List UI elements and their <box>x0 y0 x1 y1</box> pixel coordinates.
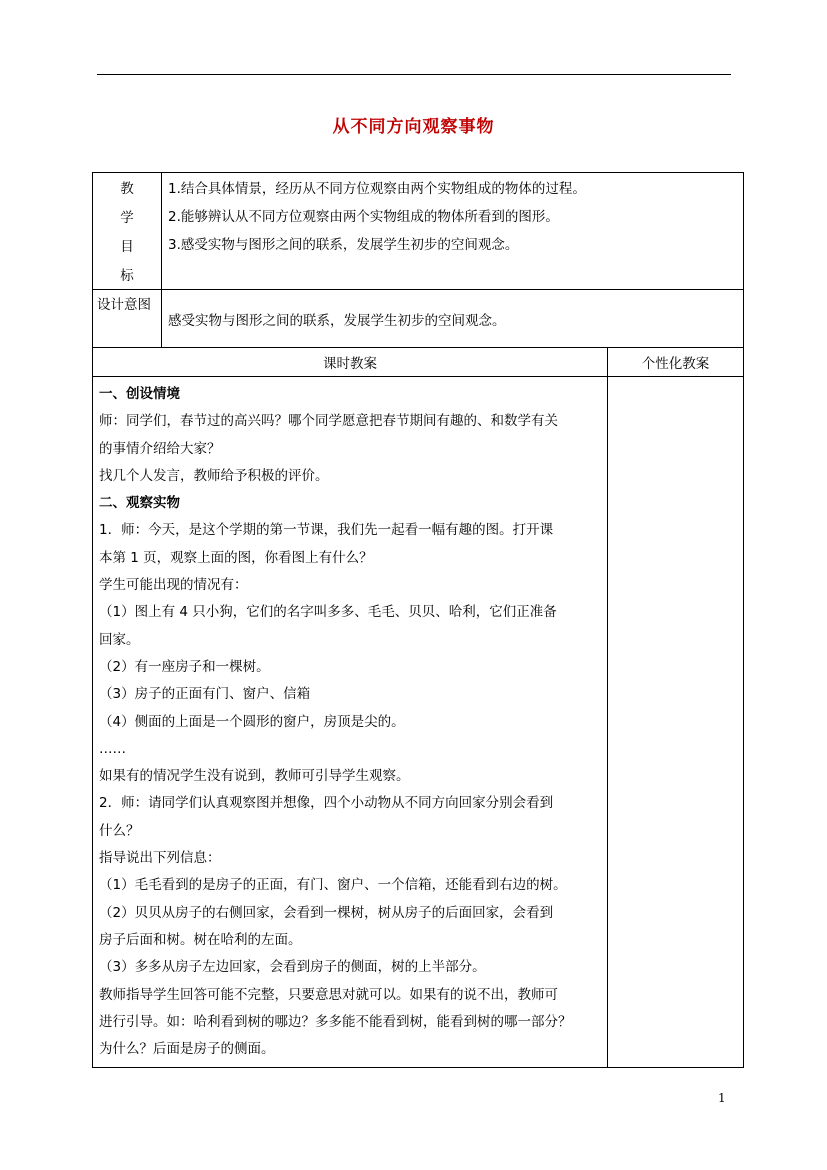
goals-label-char: 标 <box>120 268 134 284</box>
content-line: （3）房子的正面有门、窗户、信箱 <box>99 686 311 703</box>
content-line: 本第 1 页，观察上面的图，你看图上有什么？ <box>99 549 373 566</box>
content-line: （3）多多从房子左边回家，会看到房子的侧面，树的上半部分。 <box>99 959 486 976</box>
content-line: （1）毛毛看到的是房子的正面，有门、窗户、一个信箱，还能看到右边的树。 <box>99 877 567 894</box>
content-line: 指导说出下列信息： <box>99 850 221 867</box>
content-line: （2）有一座房子和一棵树。 <box>99 658 270 675</box>
content-line: （1）图上有 4 只小狗，它们的名字叫多多、毛毛、贝贝、哈利，它们正准备 <box>99 604 557 621</box>
design-text: 感受实物与图形之间的联系，发展学生初步的空间观念。 <box>162 290 744 348</box>
goal-item: 1.结合具体情景，经历从不同方位观察由两个实物组成的物体的过程。 <box>168 181 586 197</box>
content-line: （4）侧面的上面是一个圆形的窗户，房顶是尖的。 <box>99 713 405 730</box>
goal-item: 3.感受实物与图形之间的联系，发展学生初步的空间观念。 <box>168 237 519 253</box>
design-row <box>93 290 744 348</box>
goals-label-char: 学 <box>120 210 134 226</box>
goals-row <box>93 173 744 290</box>
lesson-plan-header: 课时教案 <box>93 348 608 377</box>
content-line: 2．师：请同学们认真观察图并想像，四个小动物从不同方向回家分别会看到 <box>99 795 554 812</box>
design-label: 设计意图 <box>93 290 162 348</box>
goals-label <box>93 173 162 290</box>
lesson-table <box>92 172 744 1068</box>
content-line: 师：同学们，春节过的高兴吗？哪个同学愿意把春节期间有趣的、和数学有关 <box>99 413 558 430</box>
goal-item: 2.能够辨认从不同方位观察由两个实物组成的物体所看到的图形。 <box>168 209 559 225</box>
content-line: 的事情介绍给大家？ <box>99 440 221 457</box>
content-line: 教师指导学生回答可能不完整，只要意思对就可以。如果有的说不出，教师可 <box>99 986 558 1003</box>
content-line: 1．师：今天，是这个学期的第一节课，我们先一起看一幅有趣的图。打开课 <box>99 522 554 539</box>
content-line: 什么？ <box>99 822 140 839</box>
page-title: 从不同方向观察事物 <box>332 117 495 137</box>
content-line: 房子后面和树。树在哈利的左面。 <box>99 931 302 948</box>
content-line: （2）贝贝从房子的右侧回家，会看到一棵树，树从房子的后面回家，会看到 <box>99 904 554 921</box>
section-heading: 二、观察实物 <box>99 495 180 512</box>
page-number: 1 <box>718 1091 726 1105</box>
content-line: 学生可能出现的情况有： <box>99 577 248 594</box>
content-line: …… <box>99 740 126 757</box>
header-row <box>93 348 744 377</box>
content-line: 进行引导。如：哈利看到树的哪边？多多能不能看到树，能看到树的哪一部分？ <box>99 1013 572 1030</box>
goals-label-char: 目 <box>120 239 134 255</box>
header-rule <box>97 74 731 75</box>
personal-plan-cell <box>608 377 744 1068</box>
section-heading: 一、创设情境 <box>99 386 180 402</box>
content-line: 回家。 <box>99 631 140 648</box>
content-line: 为什么？后面是房子的侧面。 <box>99 1041 275 1058</box>
content-line: 找几个人发言，教师给予积极的评价。 <box>99 467 329 484</box>
personal-plan-header: 个性化教案 <box>608 348 744 377</box>
content-row <box>93 377 744 1068</box>
goals-list <box>162 173 744 290</box>
lesson-content <box>93 377 608 1068</box>
content-line: 如果有的情况学生没有说到，教师可引导学生观察。 <box>99 768 410 785</box>
goals-label-char: 教 <box>120 181 134 197</box>
